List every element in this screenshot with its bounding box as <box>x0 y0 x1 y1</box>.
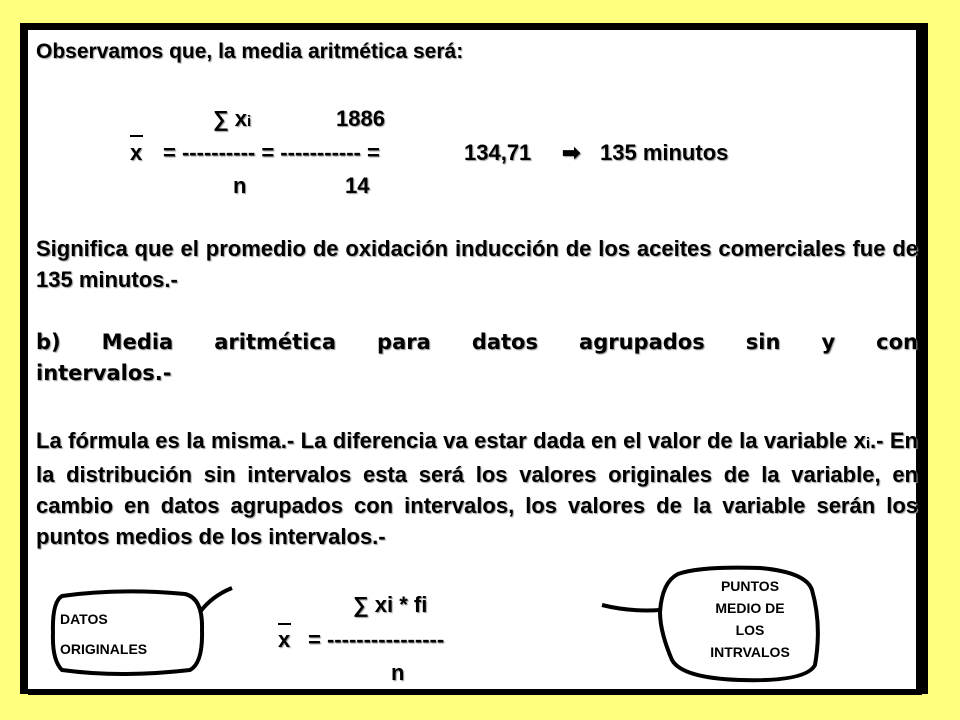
body-paragraph: La fórmula es la misma.- La diferencia va estar dada en el valor de la variable xi.- En la distribución sin intervalos esta será los valores originales de la variable, en cambio en datos agrupados con intervalos, los valores de la variable serán los puntos medios de los intervalos.- <box>36 428 919 549</box>
formula2-denominator: n <box>391 660 405 685</box>
callout-right-line3: LOS <box>735 622 765 638</box>
arrow-icon: ➡ <box>562 140 581 165</box>
section-b-heading: b) Media aritmética para datos agrupados sin y con <box>36 330 918 354</box>
formula1-denominator-value: 14 <box>345 173 370 198</box>
formula1-equation: = ---------- = ----------- = <box>163 140 380 165</box>
formula1-mean-symbol: x <box>130 140 143 165</box>
formula2-equation: = ---------------- <box>308 627 445 652</box>
callout-right-line4: INTRVALOS <box>710 644 790 660</box>
callout-left-line2: ORIGINALES <box>60 641 148 657</box>
callout-right-line2: MEDIO DE <box>715 600 785 616</box>
section-b-heading-cont: intervalos.- <box>36 361 172 385</box>
formula1-numerator-value: 1886 <box>336 106 385 131</box>
intro-text: Observamos que, la media aritmética será: <box>36 40 464 63</box>
callout-left-line1: DATOS <box>60 611 108 627</box>
formula1-denominator: n <box>233 173 247 198</box>
formula1-rounded: 135 minutos <box>600 140 729 165</box>
callout-right-line1: PUNTOS <box>720 578 780 594</box>
formula2-numerator: ∑ xi * fi <box>353 592 428 617</box>
formula2-mean-symbol: x <box>278 627 291 652</box>
significance-text: Significa que el promedio de oxidación inducción de los aceites comerciales fue de 135 minutos.- <box>36 236 918 292</box>
mean-bar-2 <box>278 623 291 625</box>
formula1-result: 134,71 <box>464 140 532 165</box>
formula1-numerator: ∑ xi <box>213 106 252 131</box>
